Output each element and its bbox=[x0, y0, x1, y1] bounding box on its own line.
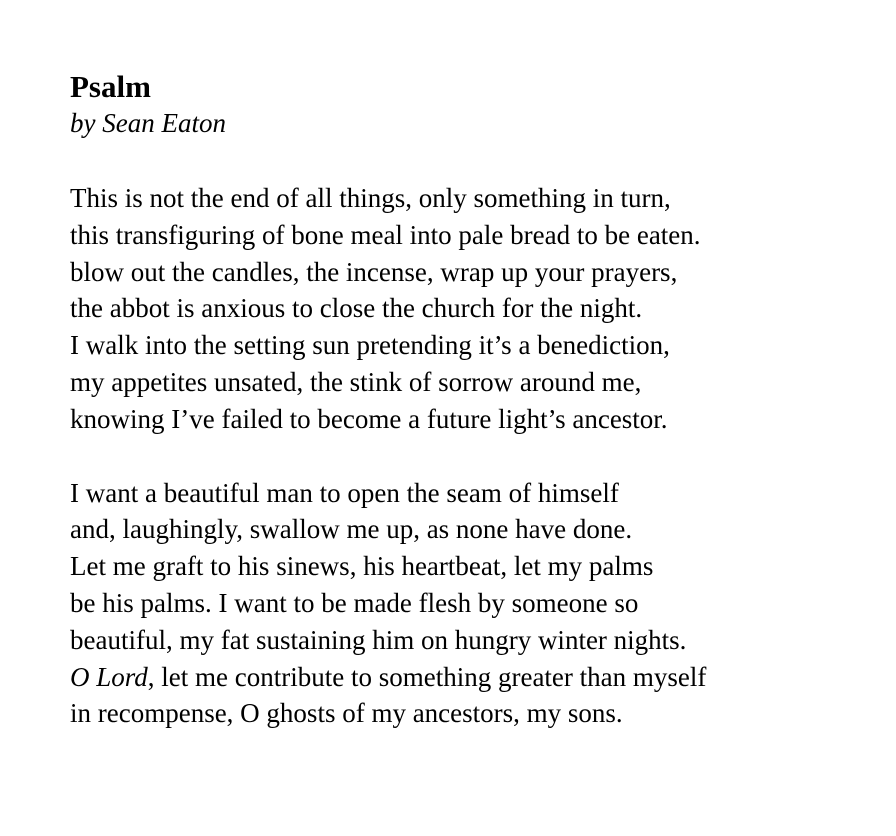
invocation-text: O Lord bbox=[70, 661, 148, 692]
poem-line: be his palms. I want to be made flesh by someone so bbox=[70, 587, 639, 618]
poem-line: my appetites unsated, the stink of sorrow around me, bbox=[70, 366, 642, 397]
poem-line bbox=[70, 659, 870, 696]
poem-line: blow out the candles, the incense, wrap up your prayers, bbox=[70, 256, 678, 287]
poem-byline: by Sean Eaton bbox=[70, 108, 226, 138]
stanza-2 bbox=[70, 475, 870, 733]
poem-line: the abbot is anxious to close the church for the night. bbox=[70, 293, 643, 324]
poem-line: Let me graft to his sinews, his heartbeat, let my palms bbox=[70, 551, 654, 582]
poem bbox=[70, 68, 870, 732]
poem-line: I walk into the setting sun pretending it’s a benediction, bbox=[70, 330, 670, 361]
poem-title: Psalm bbox=[70, 69, 151, 104]
poem-line: This is not the end of all things, only something in turn, bbox=[70, 183, 671, 213]
poem-line-rest: , let me contribute to something greater than myself bbox=[147, 661, 707, 692]
poem-line: knowing I’ve failed to become a future light’s ancestor. bbox=[70, 403, 668, 434]
poem-line: this transfiguring of bone meal into pale bread to be eaten. bbox=[70, 219, 701, 250]
poem-line: and, laughingly, swallow me up, as none have done. bbox=[70, 514, 633, 545]
stanza-1 bbox=[70, 180, 870, 438]
poem-line: beautiful, my fat sustaining him on hungry winter nights. bbox=[70, 624, 687, 655]
poem-line: I want a beautiful man to open the seam of himself bbox=[70, 477, 619, 508]
poem-line: in recompense, O ghosts of my ancestors, my sons. bbox=[70, 698, 623, 729]
